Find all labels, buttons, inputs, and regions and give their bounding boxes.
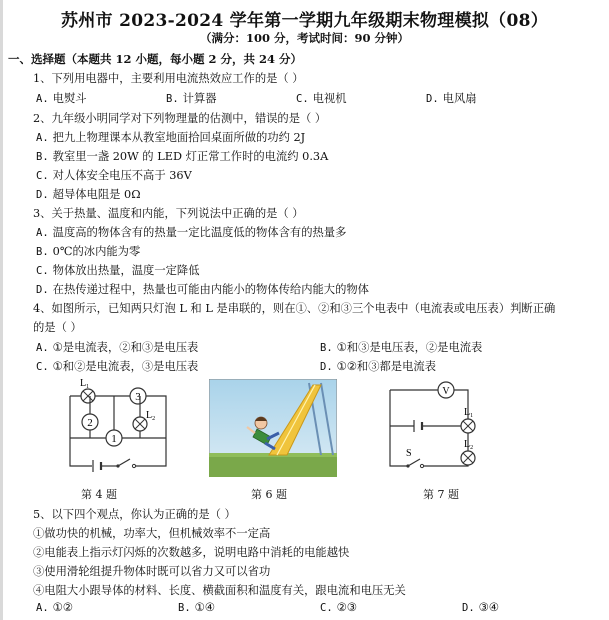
- meter-3-label: 3: [135, 391, 141, 403]
- option-label: D.: [320, 361, 333, 373]
- section-heading: 一、选择题（本题共 12 小题，每小题 2 分，共 24 分）: [8, 52, 303, 66]
- figure-7-caption: 第 7 题: [423, 488, 459, 501]
- question-5-option-d: [462, 601, 499, 614]
- lamp-l2-icon: [461, 451, 475, 465]
- question-2-stem: 2、九年级小明同学对下列物理量的估测中，错误的是（ ）: [33, 112, 327, 125]
- option-text: 电风扇: [442, 92, 477, 105]
- meter-2-icon: [82, 414, 98, 430]
- question-5-stem: 5、以下四个观点，你认为正确的是（ ）: [33, 508, 236, 521]
- option-text: 把九上物理课本从教室地面拾回桌面所做的功约 2J: [52, 131, 306, 144]
- option-label: A.: [36, 342, 49, 354]
- figure-6-slide-illustration: [209, 379, 337, 477]
- switch-label: S: [406, 448, 412, 459]
- question-3-stem: 3、关于热量、温度和内能，下列说法中正确的是（ ）: [33, 207, 304, 220]
- option-text: 温度高的物体含有的热量一定比温度低的物体含有的热量多: [52, 226, 347, 239]
- meter-3-icon: [130, 388, 146, 404]
- option-label: B.: [36, 151, 49, 163]
- lamp-l1-icon: [81, 389, 95, 403]
- question-1-option-d: [426, 90, 477, 106]
- option-text: ②③: [336, 601, 357, 614]
- lamp-l2-label: $L_2$: [464, 439, 474, 451]
- question-5-option-b: [178, 601, 215, 614]
- question-5-statement-3: ③使用滑轮组提升物体时既可以省力又可以省功: [33, 565, 271, 578]
- option-text: ③④: [478, 601, 499, 614]
- figure-6-caption: 第 6 题: [251, 488, 287, 501]
- question-3-option-c: [36, 262, 200, 278]
- option-text: 0℃的冰内能为零: [52, 245, 141, 258]
- lamp-l2-label: $L_2$: [146, 410, 156, 422]
- figure-4-circuit-diagram: [50, 378, 185, 478]
- question-4-option-a: [36, 339, 198, 355]
- page-title: 苏州市 2023-2024 学年第一学期九年级期末物理模拟（08）: [60, 11, 549, 31]
- question-1-stem: 1、下列用电器中，主要利用电流热效应工作的是（ ）: [33, 72, 304, 85]
- option-text: ①是电流表，②和③是电压表: [52, 341, 199, 354]
- question-1-option-a: [36, 90, 87, 106]
- option-text: ①②和③都是电流表: [336, 360, 436, 373]
- option-label: D.: [36, 189, 49, 201]
- figure-7-circuit-diagram: [384, 378, 496, 478]
- option-label: D.: [426, 93, 439, 105]
- question-3-option-d: [36, 281, 369, 297]
- question-2-option-b: [36, 148, 328, 164]
- lamp-l1-label: $L_1$: [464, 407, 474, 419]
- page-edge: [0, 0, 3, 620]
- question-4-stem-line2: 的是（ ）: [33, 321, 82, 334]
- option-label: A.: [36, 93, 49, 105]
- option-text: 电熨斗: [52, 92, 87, 105]
- option-text: ①②: [52, 601, 73, 614]
- option-text: 计算器: [182, 92, 217, 105]
- option-label: B.: [178, 602, 191, 614]
- question-5-option-a: [36, 601, 73, 614]
- question-3-option-a: [36, 224, 346, 240]
- question-2-option-d: [36, 186, 141, 202]
- option-text: ①④: [194, 601, 215, 614]
- option-label: A.: [36, 227, 49, 239]
- option-text: 电视机: [312, 92, 347, 105]
- question-2-option-a: [36, 129, 305, 145]
- option-text: 在热传递过程中，热量也可能由内能小的物体传给内能大的物体: [52, 283, 369, 296]
- question-5-statement-1: ①做功快的机械，功率大，但机械效率不一定高: [33, 527, 271, 540]
- option-label: B.: [166, 93, 179, 105]
- option-text: 教室里一盏 20W 的 LED 灯正常工作时的电流约 0.3A: [52, 150, 329, 163]
- question-1-option-c: [296, 90, 347, 106]
- option-label: C.: [320, 602, 333, 614]
- voltmeter-icon: [438, 382, 454, 398]
- question-4-option-d: [320, 358, 436, 374]
- meter-1-label: 1: [111, 433, 117, 445]
- question-4-option-c: [36, 358, 198, 374]
- question-4-stem-line1: 4、如图所示，已知两只灯泡 L 和 L 是串联的，则在①、②和③三个电表中（电流表或电压表）判断正确: [33, 302, 556, 315]
- option-label: D.: [36, 284, 49, 296]
- question-4-option-b: [320, 339, 482, 355]
- option-text: 物体放出热量，温度一定降低: [52, 264, 200, 277]
- option-label: A.: [36, 602, 49, 614]
- meter-1-icon: [106, 430, 122, 446]
- question-5-option-c: [320, 601, 357, 614]
- lamp-l1-label: $L_1$: [80, 378, 90, 390]
- option-label: C.: [36, 265, 49, 277]
- question-3-option-b: [36, 243, 140, 259]
- page-subtitle: （满分：100 分，考试时间：90 分钟）: [199, 31, 409, 45]
- meter-2-label: 2: [87, 417, 93, 429]
- question-2-option-c: [36, 167, 192, 183]
- question-5-statement-2: ②电能表上指示灯闪烁的次数越多，说明电路中消耗的电能越快: [33, 546, 350, 559]
- option-label: C.: [296, 93, 309, 105]
- option-label: B.: [36, 246, 49, 258]
- question-1-option-b: [166, 90, 217, 106]
- figure-4-caption: 第 4 题: [81, 488, 117, 501]
- option-label: A.: [36, 132, 49, 144]
- option-text: 对人体安全电压不高于 36V: [52, 169, 192, 182]
- option-label: D.: [462, 602, 475, 614]
- question-5-statement-4: ④电阻大小跟导体的材料、长度、横截面积和温度有关，跟电流和电压无关: [33, 584, 406, 597]
- lamp-l2-icon: [133, 417, 147, 431]
- option-text: 超导体电阻是 0Ω: [52, 188, 141, 201]
- option-text: ①和②是电流表，③是电压表: [52, 360, 199, 373]
- option-label: C.: [36, 170, 49, 182]
- option-text: ①和③是电压表，②是电流表: [336, 341, 483, 354]
- option-label: C.: [36, 361, 49, 373]
- lamp-l1-icon: [461, 419, 475, 433]
- voltmeter-label: V: [442, 386, 450, 397]
- option-label: B.: [320, 342, 333, 354]
